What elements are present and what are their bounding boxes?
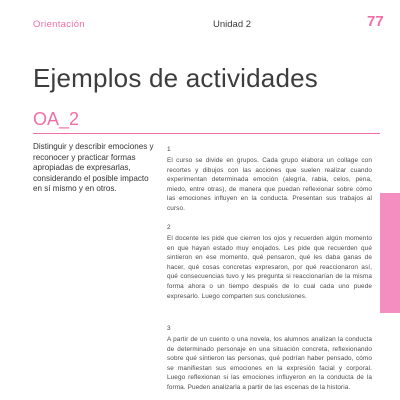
activity-3 [167, 325, 372, 393]
learning-objective: Distinguir y describir emociones y reconocer y practicar formas apropiadas de expresarlas, considerando el posible impacto en sí mismo y en otros. [33, 142, 154, 194]
activity-text: El docente les pide que cierren los ojos y recuerden algún momento en que hayan estado muy enojados. Les pide que recuerden qué sintieron en ese momento, qué pensaron, qué les daba ganas de hacer, qué cosas concretas expresaron, por qué reaccionaron así, qué consecuencias tuvo y les pregunta si reaccionarían de la misma forma ahora o un tiempo después de lo cual cada uno puede expresarlo. Luego comparten sus conclusiones. [167, 235, 372, 300]
side-tab-marker [380, 193, 400, 313]
page-header [0, 0, 400, 40]
section-label: Orientación [33, 19, 85, 30]
activity-text: A partir de un cuento o una novela, los alumnos analizan la conducta de determinado personaje en una situación concreta, reflexionando sobre qué sintieron las personas, qué podrían haber pensado, cómo se manifiestan sus emociones en la expresión facial y corporal. Luego reflexionan si las emociones influyeron en la conducta de la forma. Pueden analizarla a partir de las escenas de la historia. [167, 336, 372, 391]
activity-number: 1 [167, 146, 171, 153]
page-title: Ejemplos de actividades [33, 63, 318, 93]
activity-number: 3 [167, 325, 171, 332]
activity-2 [167, 224, 372, 301]
activity-number: 2 [167, 224, 171, 231]
activity-text: El curso se divide en grupos. Cada grupo elabora un collage con recortes y dibujos con las acciones que suelen realizar cuando experimentan determinada emoción (alegría, rabia, celos, pena, miedo, entre otras), de manera que puedan reflexionar sobre cómo las emociones influyen en la conducta. Presentan sus trabajos al curso. [167, 157, 372, 212]
oa-code: OA_2 [33, 109, 80, 129]
section-divider [33, 133, 380, 134]
unit-label: Unidad 2 [213, 19, 252, 30]
page-number: 77 [367, 13, 384, 30]
activity-1 [167, 146, 372, 214]
